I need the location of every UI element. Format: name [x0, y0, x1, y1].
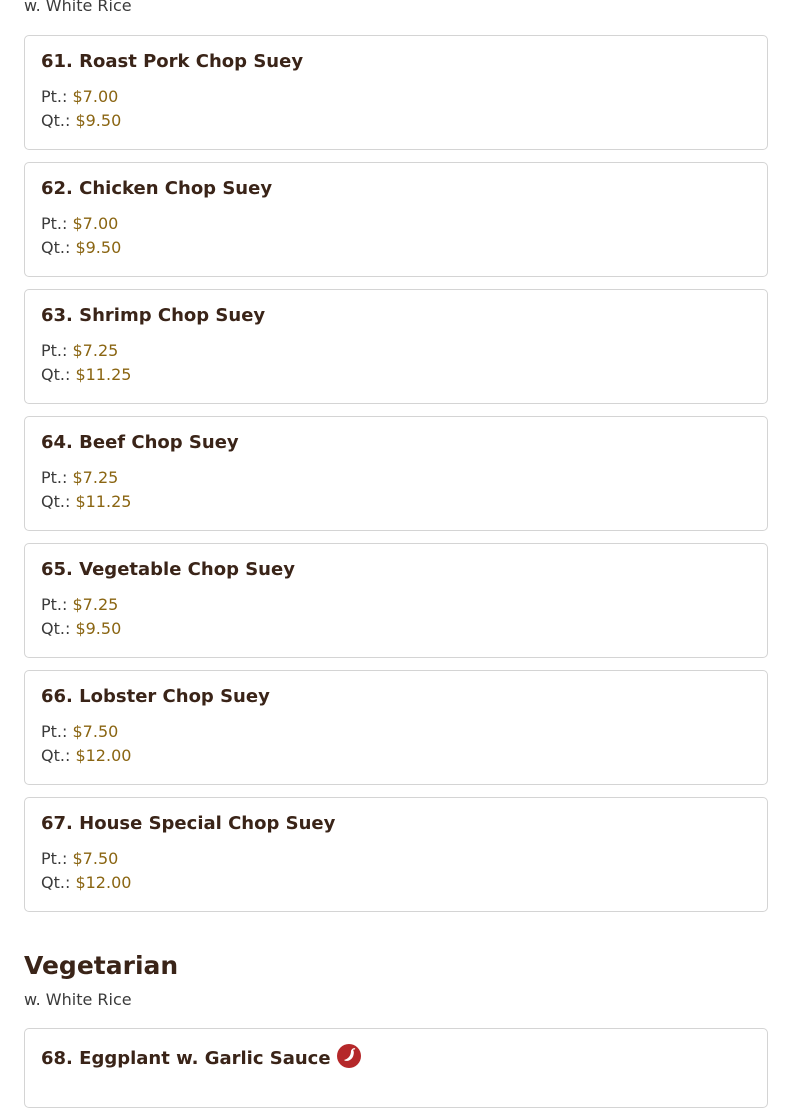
menu-item-card[interactable]	[24, 797, 768, 912]
price-pint: Pt.: $7.25	[41, 341, 119, 360]
price-quart: Qt.: $11.25	[41, 365, 132, 384]
menu-item-name: 62. Chicken Chop Suey	[41, 178, 273, 199]
menu-item-name: 67. House Special Chop Suey	[41, 813, 336, 834]
menu-item-name: 61. Roast Pork Chop Suey	[41, 51, 304, 72]
price-quart: Qt.: $9.50	[41, 238, 122, 257]
price-quart: Qt.: $12.00	[41, 873, 132, 892]
menu-item-name: 63. Shrimp Chop Suey	[41, 305, 266, 326]
menu-item-name	[41, 1044, 361, 1069]
menu-item-card[interactable]	[24, 162, 768, 277]
menu-item-card[interactable]	[24, 35, 768, 150]
menu-item-name: 66. Lobster Chop Suey	[41, 686, 270, 707]
menu-item-card[interactable]	[24, 289, 768, 404]
price-pint: Pt.: $7.25	[41, 595, 119, 614]
menu-item-name: 65. Vegetable Chop Suey	[41, 559, 295, 580]
price-pint: Pt.: $7.00	[41, 214, 119, 233]
price-quart: Qt.: $9.50	[41, 111, 122, 130]
price-pint: Pt.: $7.50	[41, 722, 119, 741]
menu-item-card[interactable]	[24, 543, 768, 658]
menu-item-name-text: 68. Eggplant w. Garlic Sauce	[41, 1048, 331, 1069]
section-title-vegetarian: Vegetarian	[24, 951, 179, 980]
price-pint: Pt.: $7.25	[41, 468, 119, 487]
menu-item-card[interactable]	[24, 670, 768, 785]
price-quart: Qt.: $11.25	[41, 492, 132, 511]
price-quart: Qt.: $9.50	[41, 619, 122, 638]
price-pint: Pt.: $7.50	[41, 849, 119, 868]
price-pint: Pt.: $7.00	[41, 87, 119, 106]
price-quart: Qt.: $12.00	[41, 746, 132, 765]
spicy-pepper-icon	[337, 1044, 361, 1068]
menu-item-card[interactable]	[24, 1028, 768, 1108]
section-note-rice: w. White Rice	[24, 990, 132, 1009]
menu-item-card[interactable]	[24, 416, 768, 531]
section-note-rice: w. White Rice	[24, 0, 132, 15]
menu-item-name: 64. Beef Chop Suey	[41, 432, 239, 453]
